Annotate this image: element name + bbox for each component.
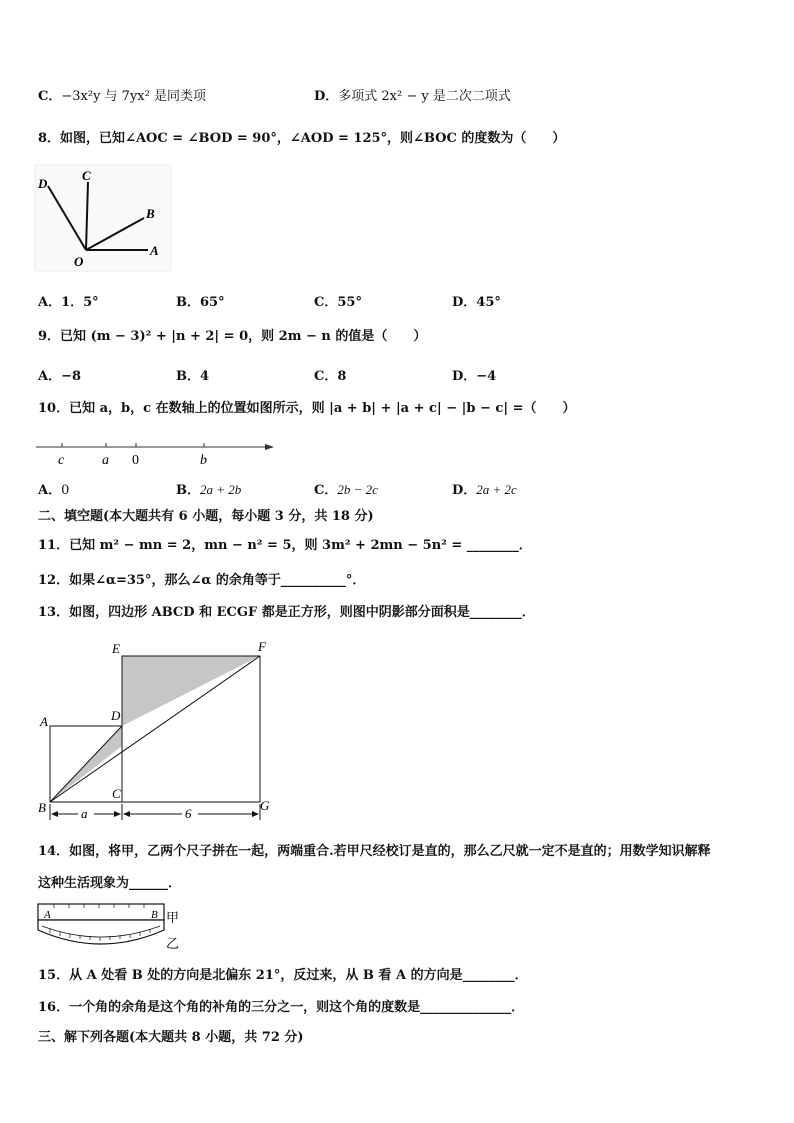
q8-option-b [176, 291, 225, 310]
option-label: D． [452, 483, 477, 498]
q10-stem: 10．已知 a，b，c 在数轴上的位置如图所示，则 |a + b| + |a + c| − |b − c| =（ ） [38, 401, 576, 416]
option-label: D． [314, 89, 339, 104]
option-label: C． [314, 369, 338, 384]
q8-option-d [452, 291, 501, 310]
option-label: C． [38, 89, 62, 104]
option-text: −3x²y 与 7yx² 是同类项 [61, 89, 206, 104]
q9-option-a [38, 365, 81, 384]
q13-stem: 13．如图，四边形 ABCD 和 ECGF 都是正方形，则图中阴影部分面积是________． [38, 605, 535, 620]
q9-option-d [452, 365, 496, 384]
q14-line1: 14．如图，将甲，乙两个尺子拼在一起，两端重合.若甲尺经校订是直的，那么乙尺就一定不是直的；用数学知识解释 [38, 844, 711, 859]
label-e: E [112, 641, 120, 656]
option-label: A． [38, 483, 62, 498]
option-value: 0 [61, 483, 70, 498]
option-label: D． [452, 369, 477, 384]
q10-option-b [176, 479, 241, 498]
label-jia: 甲 [166, 911, 180, 926]
section-heading-solve: 三、解下列各题(本大题共 8 小题，共 72 分) [38, 1030, 304, 1045]
label-c: C [82, 168, 91, 183]
option-value: 4 [200, 369, 210, 384]
q8-option-c [314, 291, 362, 310]
arrowhead [123, 811, 130, 817]
q10-option-c [314, 479, 378, 498]
arrowhead [252, 811, 259, 817]
shaded-triangle-upper [122, 656, 260, 726]
option-value: 55° [337, 295, 362, 310]
label-c: c [58, 453, 65, 468]
dim-label-a: a [81, 806, 88, 821]
q10-option-d [452, 479, 517, 498]
option-value: 1．5° [61, 295, 99, 310]
label-b: B [146, 206, 155, 221]
label-zero: 0 [132, 453, 139, 468]
q12-stem: 12．如果∠α=35°，那么∠α 的余角等于__________°． [38, 573, 366, 588]
q11-stem: 11．已知 m² − mn = 2，mn − n² = 5，则 3m² + 2mn − 5n² = ________． [38, 538, 532, 553]
q7-option-d [314, 88, 511, 106]
option-value: 2b − 2c [337, 482, 378, 497]
number-line-figure [34, 436, 278, 470]
option-value: 8 [337, 369, 347, 384]
option-label: B． [176, 369, 200, 384]
q14-rulers-figure [34, 900, 194, 952]
option-label: C． [314, 295, 338, 310]
option-value: −4 [476, 369, 497, 384]
option-label: C． [314, 483, 338, 498]
label-yi: 乙 [166, 937, 180, 952]
label-d: D [111, 708, 121, 723]
q16-stem: 16．一个角的余角是这个角的补角的三分之一，则这个角的度数是______________． [38, 1000, 525, 1015]
q9-stem: 9．已知 (m − 3)² + |n + 2| = 0，则 2m − n 的值是（ ） [38, 329, 427, 344]
q9-option-b [176, 365, 209, 384]
option-value: 45° [476, 295, 501, 310]
option-label: A． [38, 369, 62, 384]
label-b: b [200, 453, 207, 468]
q9-option-c [314, 365, 346, 384]
option-label: A． [38, 295, 62, 310]
label-a: A [40, 714, 48, 729]
label-o: O [74, 254, 84, 269]
section-heading-fill-in: 二、填空题(本大题共有 6 小题，每小题 3 分，共 18 分) [38, 509, 374, 524]
label-f: F [258, 639, 266, 654]
arrowhead [51, 811, 58, 817]
option-value: −8 [61, 369, 82, 384]
label-a: a [102, 453, 109, 468]
option-value: 2a + 2c [476, 482, 517, 497]
label-a: A [44, 909, 51, 921]
q10-option-a [38, 479, 69, 498]
label-c: C [112, 786, 121, 801]
option-label: D． [452, 295, 477, 310]
dim-label-6: 6 [185, 806, 192, 821]
option-text: 多项式 2x² − y 是二次二项式 [338, 89, 511, 104]
option-label: B． [176, 483, 200, 498]
q7-option-c [38, 88, 206, 106]
label-d: D [38, 176, 48, 191]
q13-squares-figure [34, 636, 278, 826]
label-b: B [38, 800, 46, 815]
label-g: G [260, 798, 270, 813]
ruler-yi [38, 920, 164, 944]
q8-option-a [38, 291, 99, 310]
axis-arrow [265, 444, 274, 450]
q8-angle-figure [34, 164, 174, 274]
option-value: 2a + 2b [200, 482, 242, 497]
ruler-jia [38, 904, 164, 920]
label-a: A [150, 243, 159, 258]
option-value: 65° [200, 295, 225, 310]
arrowhead [114, 811, 121, 817]
label-b: B [151, 909, 158, 921]
q15-stem: 15．从 A 处看 B 处的方向是北偏东 21°，反过来，从 B 看 A 的方向是________． [38, 968, 528, 983]
option-label: B． [176, 295, 200, 310]
q8-stem: 8．如图，已知∠AOC = ∠BOD = 90°，∠AOD = 125°，则∠BOC 的度数为（ ） [38, 131, 566, 146]
q14-line2: 这种生活现象为______． [38, 876, 182, 891]
